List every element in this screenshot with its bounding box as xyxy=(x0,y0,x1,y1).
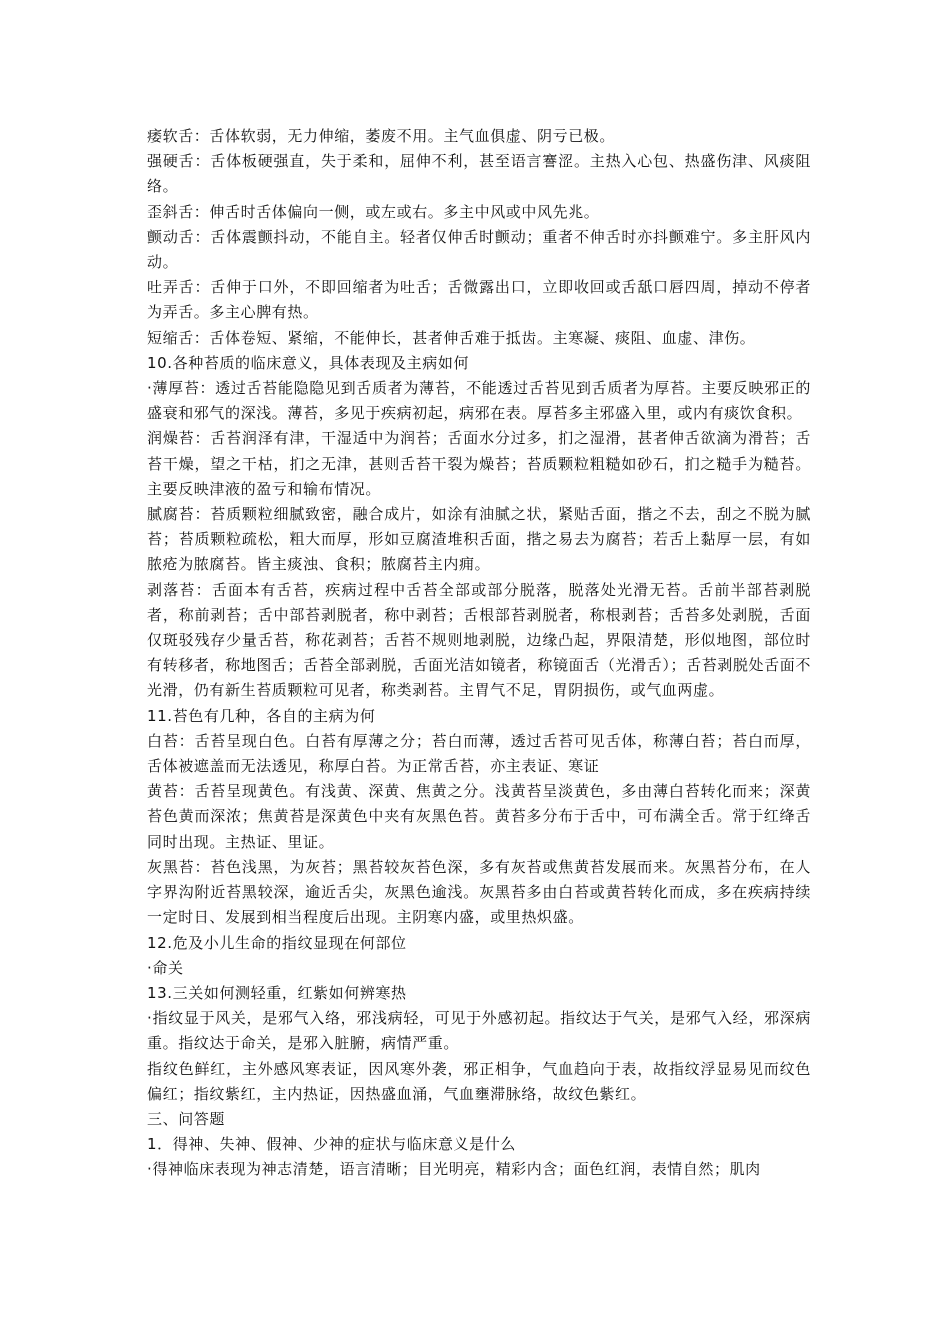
question-10-heading: 10.各种苔质的临床意义，具体表现及主病如何 xyxy=(147,353,470,372)
paragraph-chan-dong-she: 颤动舌：舌体震颤抖动，不能自主。轻者仅伸舌时颤动；重者不伸舌时亦抖颤难宁。多主肝风内动。 xyxy=(147,227,811,272)
answer-12: ·命关 xyxy=(147,958,184,977)
paragraph-duan-suo-she: 短缩舌：舌体卷短、紧缩，不能伸长，甚者伸舌难于抵齿。主寒凝、痰阻、血虚、津伤。 xyxy=(147,328,756,347)
question-1-heading: 1．得神、失神、假神、少神的症状与临床意义是什么 xyxy=(147,1135,516,1154)
paragraph-bo-luo-tai: 剥落苔：舌面本有舌苔，疾病过程中舌苔全部或部分脱落，脱落处光滑无苔。舌前半部苔剥脱者，称前剥苔；舌中部苔剥脱者，称中剥苔；舌根部苔剥脱者，称根剥苔；舌苔多处剥脱，舌面仅斑驳残存少量舌苔，称花剥苔；舌苔不规则地剥脱，边缘凸起，界限清楚，形似地图，部位时有转移者，称地图舌；舌苔全部剥脱，舌面光洁如镜者，称镜面舌（光滑舌）；舌苔剥脱处舌面不光滑，仍有新生苔质颗粒可见者，称类剥苔。主胃气不足，胃阴损伤，或气血两虚。 xyxy=(147,580,811,700)
answer-1-start: ·得神临床表现为神志清楚，语言清晰；目光明亮，精彩内含；面色红润，表情自然；肌肉 xyxy=(147,1160,761,1179)
document-body xyxy=(147,124,811,1183)
question-11-heading: 11.苔色有几种，各自的主病为何 xyxy=(147,706,376,725)
question-12-heading: 12.危及小儿生命的指纹显现在何部位 xyxy=(147,933,407,952)
paragraph-qiang-ying-she: 强硬舌：舌体板硬强直，失于柔和，屈伸不利，甚至语言謇涩。主热入心包、热盛伤津、风痰阻络。 xyxy=(147,152,811,196)
answer-13-part-2: 指纹色鲜红，主外感风寒表证，因风寒外袭，邪正相争，气血趋向于表，故指纹浮显易见而纹色偏红；指纹紫红，主内热证，因热盛血涌，气血壅滞脉络，故纹色紫红。 xyxy=(147,1059,811,1103)
paragraph-tu-nong-she: 吐弄舌：舌伸于口外，不即回缩者为吐舌；舌微露出口，立即收回或舌舐口唇四周，掉动不停者为弄舌。多主心脾有热。 xyxy=(147,278,811,322)
section-3-heading: 三、问答题 xyxy=(147,1109,226,1128)
paragraph-huang-tai: 黄苔：舌苔呈现黄色。有浅黄、深黄、焦黄之分。浅黄苔呈淡黄色，多由薄白苔转化而来；深黄苔色黄而深浓；焦黄苔是深黄色中夹有灰黑色苔。黄苔多分布于舌中，可布满全舌。常于红绛舌同时出现。主热证、里证。 xyxy=(147,782,811,851)
paragraph-wai-xie-she: 歪斜舌：伸舌时舌体偏向一侧，或左或右。多主中风或中风先兆。 xyxy=(147,202,600,221)
answer-13-part-1: ·指纹显于风关，是邪气入络，邪浅病轻，可见于外感初起。指纹达于气关，是邪气入经，邪深病重。指纹达于命关，是邪入脏腑，病情严重。 xyxy=(147,1009,811,1053)
question-13-heading: 13.三关如何测轻重，红紫如何辨寒热 xyxy=(147,983,407,1002)
paragraph-hui-hei-tai: 灰黑苔：苔色浅黑，为灰苔；黑苔较灰苔色深，多有灰苔或焦黄苔发展而来。灰黑苔分布，在人字界沟附近苔黑较深，逾近舌尖，灰黑色逾浅。灰黑苔多由白苔或黄苔转化而成，多在疾病持续一定时日、发展到相当程度后出现。主阴寒内盛，或里热炽盛。 xyxy=(147,857,811,927)
paragraph-run-zao-tai: 润燥苔：舌苔润泽有津，干湿适中为润苔；舌面水分过多，扪之湿滑，甚者伸舌欲滴为滑苔；舌苔干燥，望之干枯，扪之无津，甚则舌苔干裂为燥苔；苔质颗粒粗糙如砂石，扪之糙手为糙苔。主要反映津液的盈亏和输布情况。 xyxy=(147,429,811,498)
paragraph-bo-hou-tai: ·薄厚苔：透过舌苔能隐隐见到舌质者为薄苔，不能透过舌苔见到舌质者为厚苔。主要反映邪正的盛衰和邪气的深浅。薄苔，多见于疾病初起，病邪在表。厚苔多主邪盛入里，或内有痰饮食积。 xyxy=(147,379,811,423)
paragraph-ni-fu-tai: 腻腐苔：苔质颗粒细腻致密，融合成片，如涂有油腻之状，紧贴舌面，揩之不去，刮之不脱为腻苔；苔质颗粒疏松，粗大而厚，形如豆腐渣堆积舌面，揩之易去为腐苔；若舌上黏厚一层，有如脓疮为脓腐苔。皆主痰浊、食积；脓腐苔主内痈。 xyxy=(147,505,811,574)
paragraph-bai-tai: 白苔：舌苔呈现白色。白苔有厚薄之分；苔白而薄，透过舌苔可见舌体，称薄白苔；苔白而厚，舌体被遮盖而无法透见，称厚白苔。为正常舌苔，亦主表证、寒证 xyxy=(147,731,811,776)
paragraph-wei-ruan-she: 痿软舌：舌体软弱，无力伸缩，萎废不用。主气血俱虚、阴亏已极。 xyxy=(147,127,616,145)
